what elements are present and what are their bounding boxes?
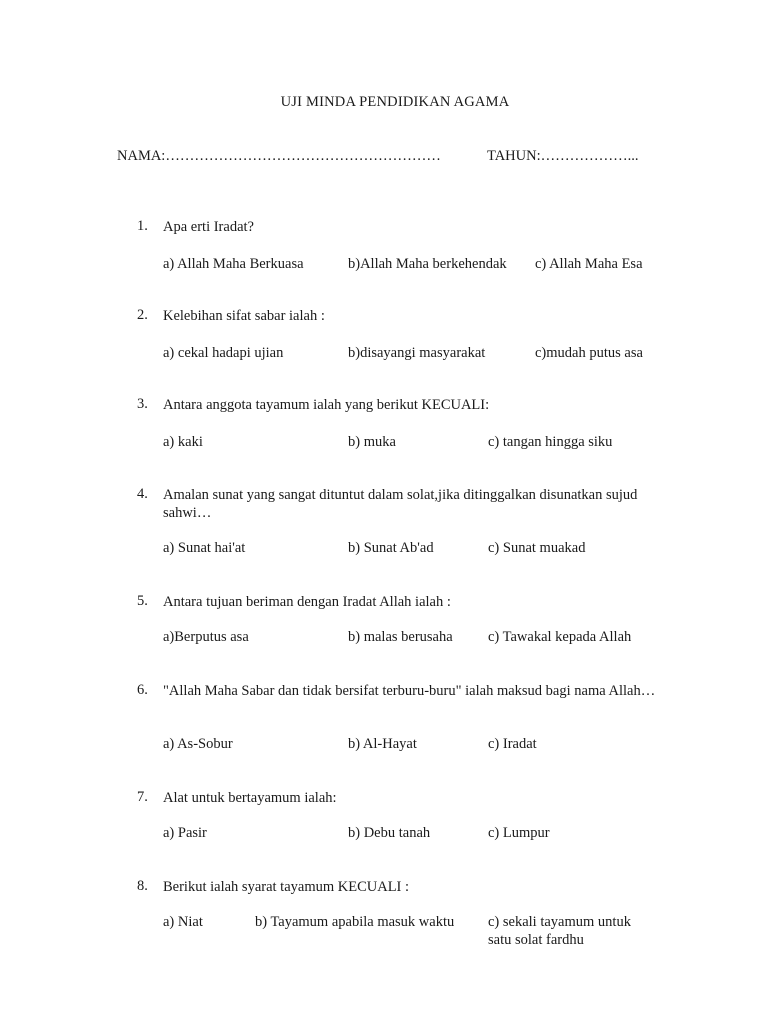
option-c: c) Allah Maha Esa	[535, 256, 643, 272]
question-text: Alat untuk bertayamum ialah:	[163, 790, 337, 806]
option-b: b)Allah Maha berkehendak	[348, 256, 507, 272]
option-a: a)Berputus asa	[163, 629, 249, 645]
question-number: 2.	[137, 307, 148, 323]
option-b: b) malas berusaha	[348, 629, 453, 645]
option-a: a) Sunat hai'at	[163, 540, 246, 556]
option-c: c) Sunat muakad	[488, 540, 586, 556]
option-b: b) Sunat Ab'ad	[348, 540, 434, 556]
year-field-line: TAHUN:………………...	[487, 148, 639, 164]
option-c	[474, 913, 648, 949]
option-a: a) As-Sobur	[163, 736, 233, 752]
question-number: 7.	[137, 789, 148, 805]
option-a: a) Niat	[163, 914, 203, 930]
question-number: 1.	[137, 218, 148, 234]
question-number: 4.	[137, 486, 148, 502]
option-c-text: c) sekali tayamum untuk satu solat fardhu	[488, 914, 631, 948]
question-text: "Allah Maha Sabar dan tidak bersifat terburu-buru" ialah maksud bagi nama Allah…	[163, 683, 656, 699]
option-b: b) Debu tanah	[348, 825, 431, 841]
page-title: UJI MINDA PENDIDIKAN AGAMA	[280, 94, 510, 110]
question-number: 5.	[137, 593, 148, 609]
question-number: 6.	[137, 682, 148, 698]
option-a: a) Allah Maha Berkuasa	[163, 256, 304, 272]
option-c: c) Lumpur	[488, 825, 550, 841]
question-text: Antara anggota tayamum ialah yang berikut KECUALI:	[163, 397, 490, 413]
option-b: b) Al-Hayat	[348, 736, 417, 752]
question-text: Berikut ialah syarat tayamum KECUALI :	[163, 879, 410, 895]
question-text: Antara tujuan beriman dengan Iradat Allah ialah :	[163, 594, 451, 610]
option-c: c) tangan hingga siku	[488, 434, 613, 450]
option-b: b)disayangi masyarakat	[348, 345, 486, 361]
option-c: c)mudah putus asa	[535, 345, 643, 361]
option-c: c) Tawakal kepada Allah	[488, 629, 632, 645]
option-a: a) Pasir	[163, 825, 207, 841]
question-text: Amalan sunat yang sangat dituntut dalam solat,jika ditinggalkan disunatkan sujud sahwi…	[163, 487, 638, 521]
option-a: a) kaki	[163, 434, 203, 450]
option-c: c) Iradat	[488, 736, 537, 752]
question-number: 3.	[137, 396, 148, 412]
question-text: Kelebihan sifat sabar ialah :	[163, 308, 325, 324]
question-number: 8.	[137, 878, 148, 894]
option-b: b) Tayamum apabila masuk waktu	[255, 914, 455, 930]
option-a: a) cekal hadapi ujian	[163, 345, 284, 361]
option-b: b) muka	[348, 434, 396, 450]
question-text: Apa erti Iradat?	[163, 219, 254, 235]
name-field-line: NAMA:…………………………………………………	[117, 148, 441, 164]
